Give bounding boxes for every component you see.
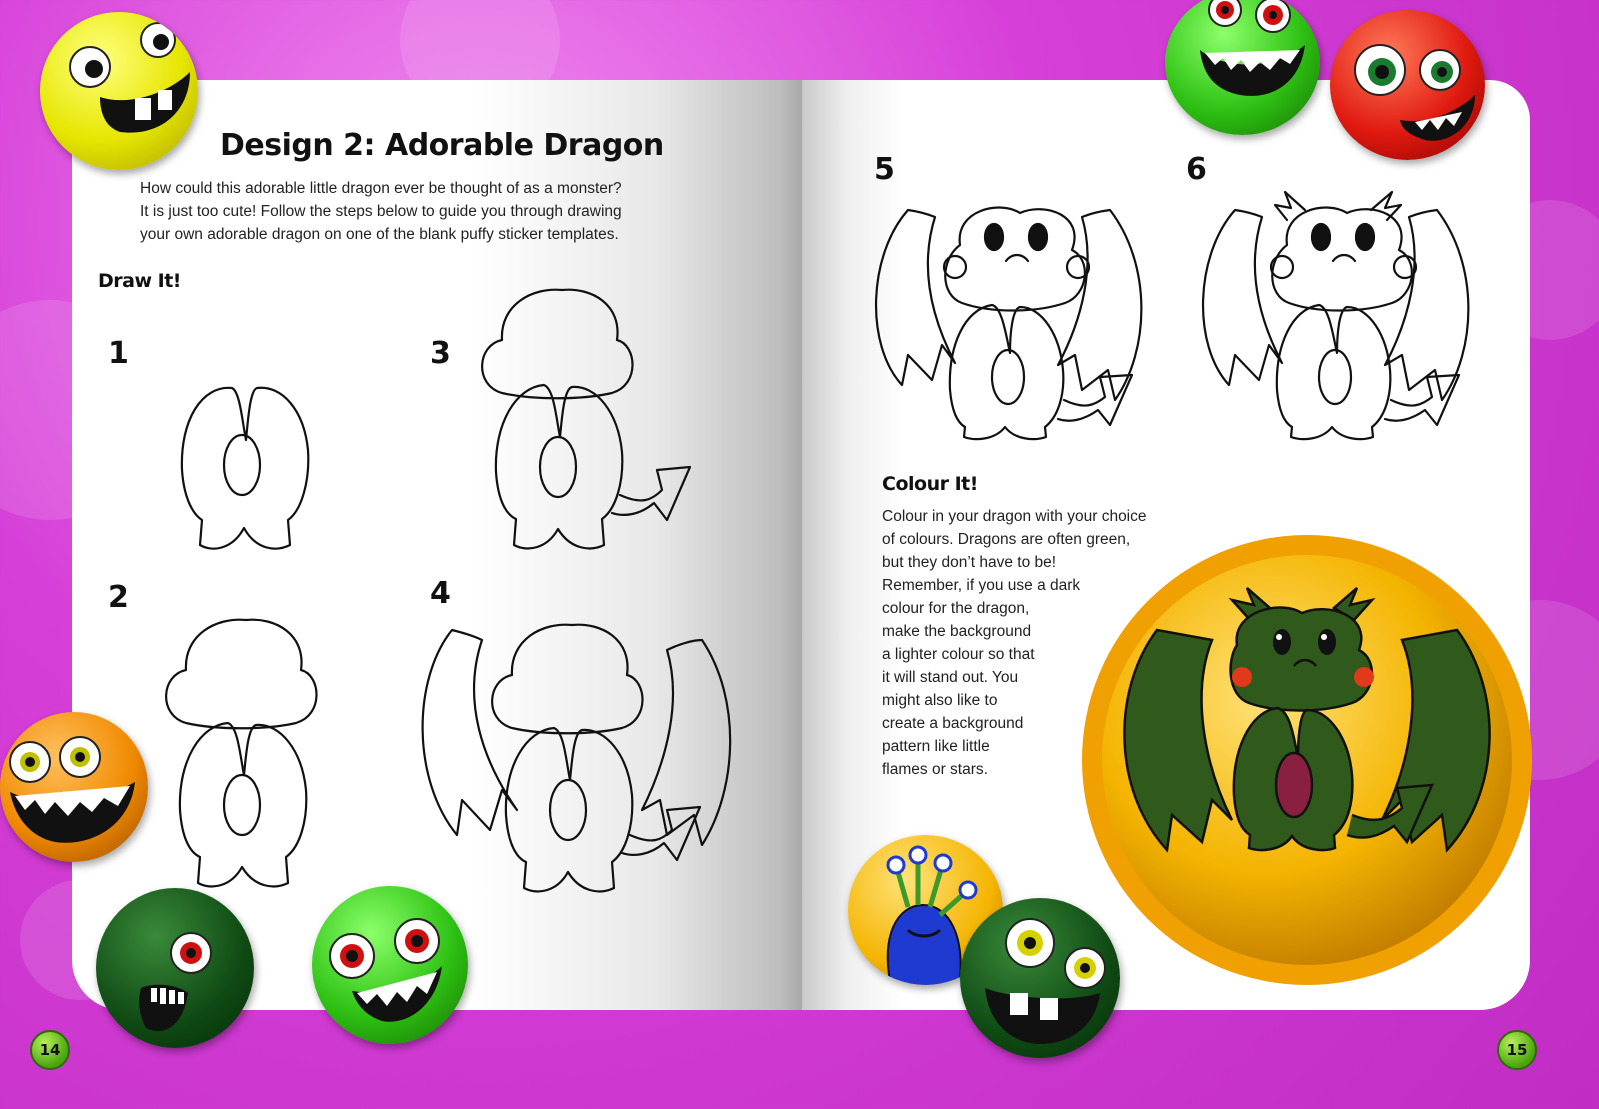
- yellow-monster-sticker: [40, 12, 198, 170]
- colour-line: of colours. Dragons are often green,: [882, 531, 1131, 548]
- colour-line: make the background: [882, 623, 1032, 640]
- colour-line: colour for the dragon,: [882, 600, 1030, 617]
- intro-line: It is just too cute! Follow the steps below to guide you through drawing: [140, 203, 622, 220]
- left-page: [72, 80, 802, 1010]
- page-title: Design 2: Adorable Dragon: [220, 128, 664, 163]
- step-6-drawing: [1187, 200, 1487, 440]
- intro-paragraph: [140, 177, 700, 246]
- intro-line: your own adorable dragon on one of the blank puffy sticker templates.: [140, 226, 619, 243]
- orange-monster-sticker: [0, 712, 148, 862]
- colour-line: but they don’t have to be!: [882, 554, 1057, 571]
- colour-line: might also like to: [882, 692, 998, 709]
- colour-line: Remember, if you use a dark: [882, 577, 1081, 594]
- page-number-right: 15: [1497, 1030, 1537, 1070]
- step-5-drawing: [860, 205, 1160, 440]
- step-number-6: 6: [1186, 152, 1207, 187]
- colour-line: a lighter colour so that: [882, 646, 1035, 663]
- intro-line: How could this adorable little dragon ever be thought of as a monster?: [140, 180, 622, 197]
- step-4-drawing: [402, 620, 762, 910]
- colour-line: Colour in your dragon with your choice: [882, 508, 1147, 525]
- red-monster-sticker: [1330, 10, 1485, 160]
- page-number-left: 14: [30, 1030, 70, 1070]
- coloured-dragon-sticker: [1072, 530, 1542, 990]
- step-number-1: 1: [108, 336, 129, 371]
- step-number-2: 2: [108, 580, 129, 615]
- draw-it-heading: Draw It!: [98, 270, 181, 292]
- colour-it-heading: Colour It!: [882, 473, 978, 495]
- step-number-3: 3: [430, 336, 451, 371]
- step-number-4: 4: [430, 576, 451, 611]
- colour-line: pattern like little: [882, 738, 990, 755]
- step-2-drawing: [156, 615, 336, 895]
- step-1-drawing: [172, 380, 322, 560]
- step-3-drawing: [472, 285, 702, 565]
- green-monster-sticker-2: [312, 886, 468, 1044]
- dark-green-monster-sticker: [96, 888, 254, 1048]
- colour-line: create a background: [882, 715, 1024, 732]
- dark-green-monster-sticker-2: [960, 898, 1120, 1058]
- colour-line: it will stand out. You: [882, 669, 1019, 686]
- step-number-5: 5: [874, 152, 895, 187]
- colour-line: flames or stars.: [882, 761, 988, 778]
